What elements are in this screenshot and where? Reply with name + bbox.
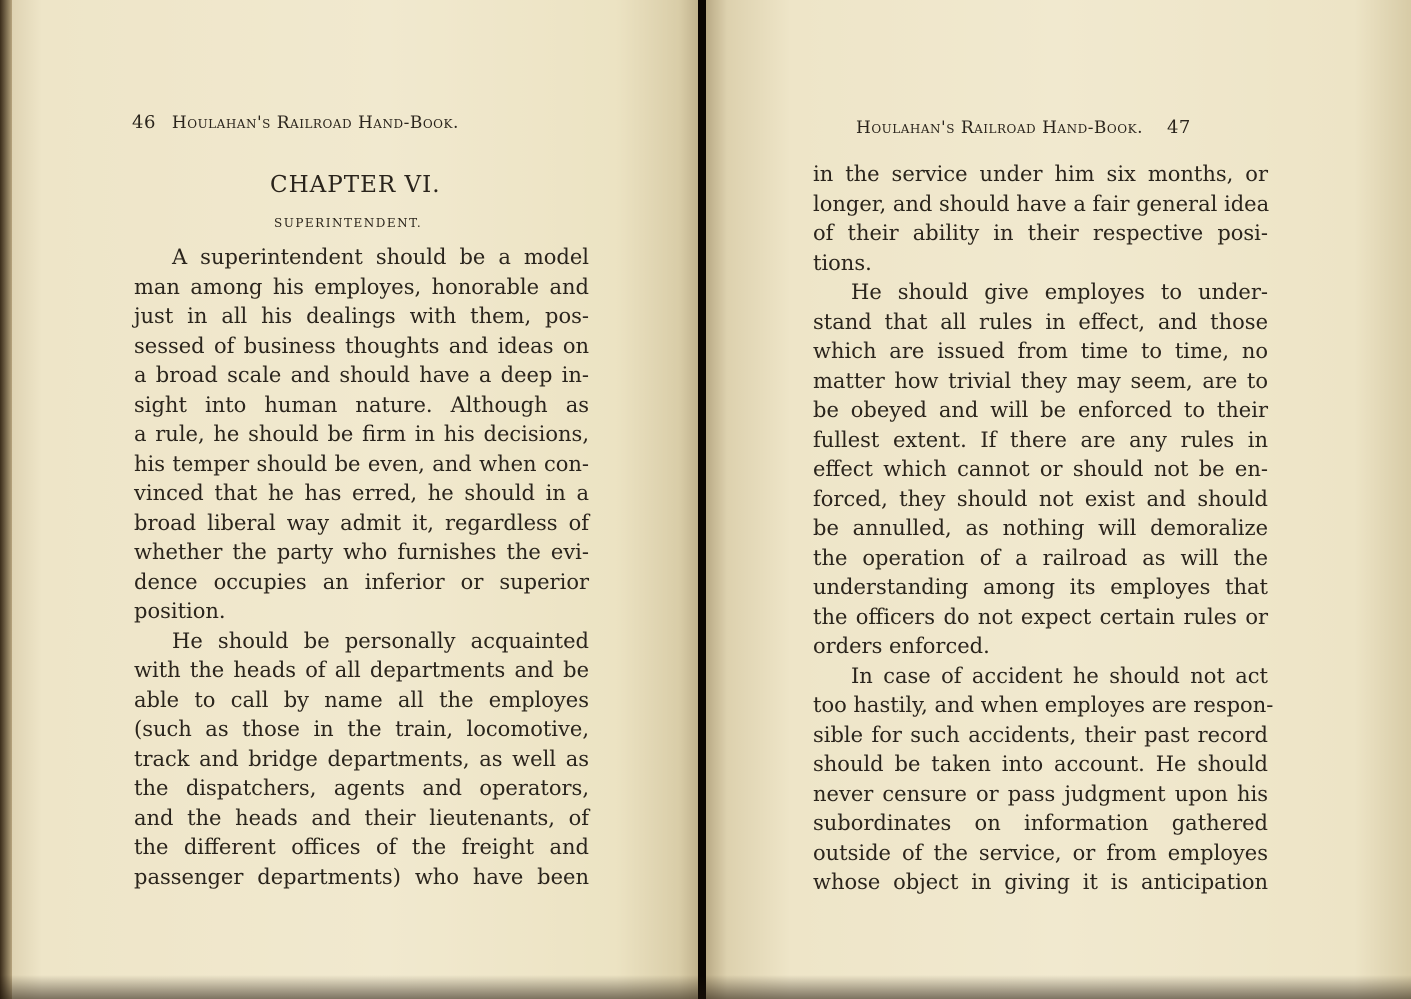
text-line: forced, they should not exist and should: [813, 486, 1268, 511]
text-line: stand that all rules in effect, and those: [813, 309, 1268, 334]
text-line: outside of the service, or from employes: [813, 840, 1268, 865]
left-page-number: 46: [132, 112, 156, 133]
left-page-edge: [0, 0, 12, 999]
text-line: of their ability in their respective posi-: [813, 221, 1268, 245]
text-line: (such as those in the train, locomotive,: [134, 717, 589, 741]
text-line: just in all his dealings with them, pos-: [134, 304, 589, 328]
text-line: the different offices of the freight and: [134, 835, 589, 859]
text-line: matter how trivial they may seem, are to: [813, 368, 1268, 393]
text-line: be annulled, as nothing will demoralize: [813, 516, 1268, 540]
right-running-header: [856, 117, 1191, 138]
text-line: a rule, he should be firm in his decisions,: [134, 422, 589, 446]
left-page: [0, 0, 700, 999]
text-line: understanding among its employes that: [813, 575, 1268, 599]
text-line: the officers do not expect certain rules or: [813, 604, 1268, 629]
text-line: subordinates on information gathered: [813, 811, 1268, 835]
text-line: never censure or pass judgment upon his: [813, 781, 1268, 806]
text-line: A superintendent should be a model: [172, 245, 589, 269]
text-line: the dispatchers, agents and operators,: [134, 776, 589, 800]
text-line: He should give employes to under-: [851, 280, 1268, 304]
text-line: whose object in giving it is anticipation: [813, 870, 1268, 894]
right-running-head-title: Houlahan's Railroad Hand-Book.: [856, 118, 1143, 138]
text-line: a broad scale and should have a deep in-: [134, 363, 589, 387]
text-line: should be taken into account. He should: [813, 752, 1268, 776]
text-line: sessed of business thoughts and ideas on: [134, 333, 589, 358]
right-page-number: 47: [1166, 117, 1191, 138]
text-line: sible for such accidents, their past record: [813, 722, 1268, 747]
text-line: In case of accident he should not act: [851, 663, 1268, 688]
section-title: SUPERINTENDENT.: [274, 216, 423, 230]
text-line: passenger departments) who have been: [134, 864, 589, 889]
right-page-body: [813, 160, 1274, 898]
text-line: position.: [134, 599, 226, 623]
text-line: his temper should be even, and when con-: [134, 451, 589, 476]
text-line: fullest extent. If there are any rules in: [813, 427, 1268, 452]
right-page: [706, 0, 1411, 999]
text-line: dence occupies an inferior or superior: [134, 569, 589, 594]
text-line: longer, and should have a fair general idea: [813, 191, 1270, 216]
left-running-header: [132, 112, 459, 133]
text-line: too hastily, and when employes are respon-: [813, 693, 1274, 717]
text-line: sight into human nature. Although as: [134, 392, 589, 417]
text-line: in the service under him six months, or: [813, 162, 1268, 186]
text-line: effect which cannot or should not be en-: [813, 457, 1268, 481]
text-line: vinced that he has erred, he should in a: [134, 481, 589, 505]
text-line: and the heads and their lieutenants, of: [134, 805, 589, 830]
text-line: tions.: [813, 250, 872, 275]
text-line: track and bridge departments, as well as: [134, 746, 589, 771]
text-line: which are issued from time to time, no: [813, 339, 1268, 363]
text-line: be obeyed and will be enforced to their: [813, 398, 1268, 422]
text-line: with the heads of all departments and be: [134, 658, 589, 682]
chapter-title: CHAPTER VI.: [270, 172, 441, 198]
left-page-body: [134, 243, 589, 892]
text-line: the operation of a railroad as will the: [813, 545, 1268, 570]
text-line: orders enforced.: [813, 634, 990, 658]
text-line: able to call by name all the employes: [134, 687, 589, 712]
text-line: He should be personally acquainted: [172, 628, 589, 653]
text-line: man among his employes, honorable and: [134, 274, 589, 299]
bottom-page-edge: [0, 975, 1411, 999]
text-line: broad liberal way admit it, regardless of: [134, 510, 589, 535]
text-line: whether the party who furnishes the evi-: [134, 540, 589, 564]
left-running-head-title: Houlahan's Railroad Hand-Book.: [171, 113, 459, 133]
